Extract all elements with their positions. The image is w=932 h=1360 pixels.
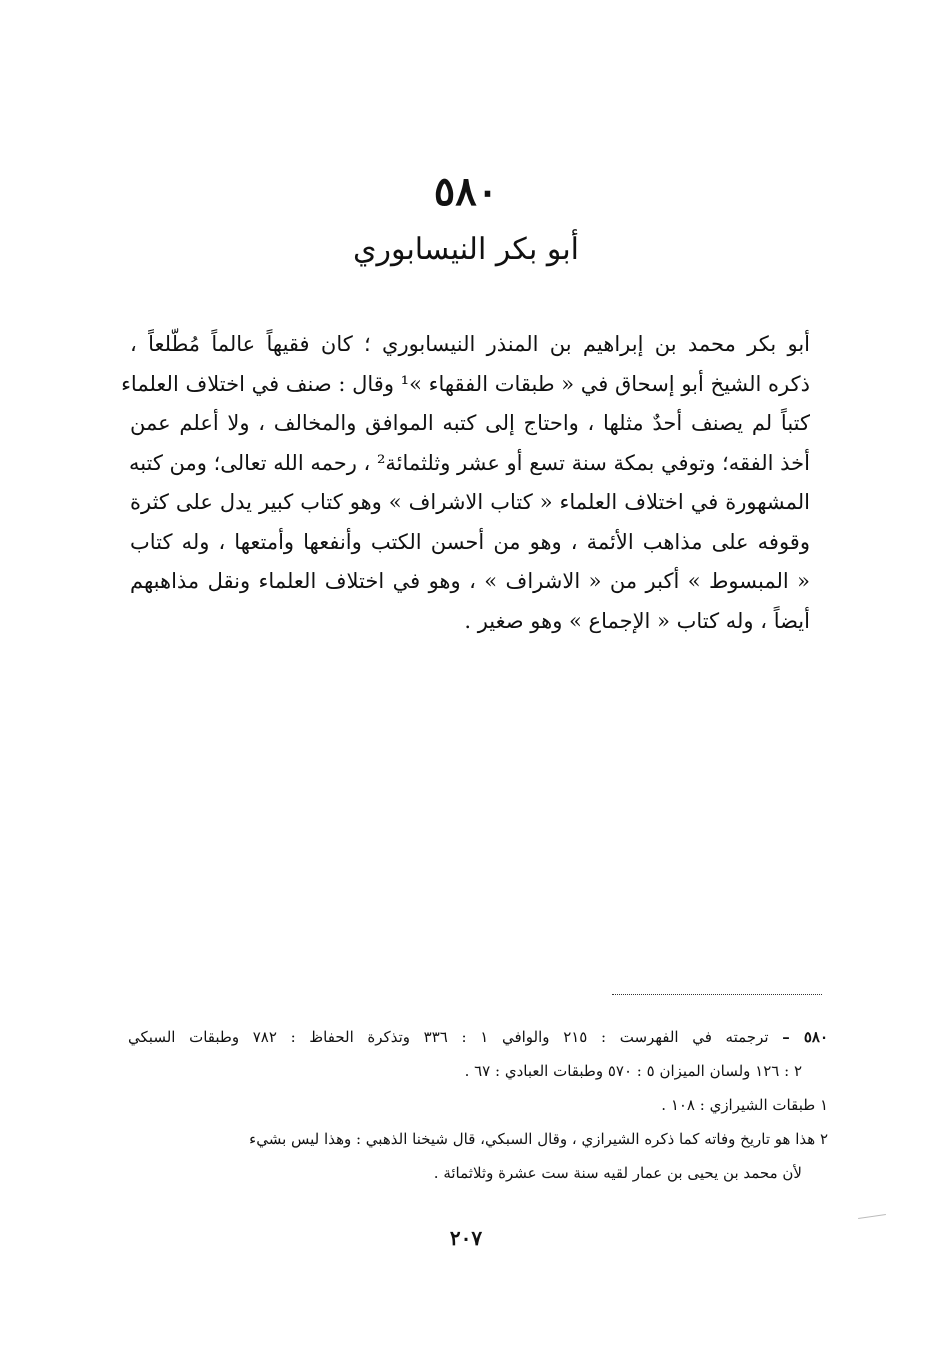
footnote-divider <box>612 994 822 995</box>
footnote-1: ١ طبقات الشيرازي : ١٠٨ . <box>661 1096 828 1114</box>
footnote-main-text: ترجمته في الفهرست : ٢١٥ والوافي ١ : ٣٣٦ وتذكرة الحفاظ : ٧٨٢ وطبقات السبكي <box>128 1028 769 1046</box>
entry-title: أبو بكر النيسابوري <box>352 232 580 267</box>
body-line: المشهورة في اختلاف العلماء « كتاب الاشراف » وهو كتاب كبير يدل على كثرة <box>130 490 810 514</box>
entry-number: ٥٨٠ <box>433 168 499 215</box>
body-line: أيضاً ، وله كتاب « الإجماع » وهو صغير . <box>464 608 810 633</box>
body-line: أبو بكر محمد بن إبراهيم بن المنذر النيسابوري ؛ كان فقيهاً عالماً مُطّلعاً ، <box>130 332 810 356</box>
page-number: ٢٠٧ <box>449 1226 483 1250</box>
footnote-2: ٢ هذا هو تاريخ وفاته كما ذكره الشيرازي ، وقال السبكي، قال شيخنا الذهبي : وهذا ليس بشيء <box>249 1130 828 1148</box>
body-line: ذكره الشيخ أبو إسحاق في « طبقات الفقهاء »¹ وقال : صنف في اختلاف العلماء <box>121 371 810 396</box>
footnote-main <box>128 1020 828 1054</box>
footnote-entry-number: ٥٨٠ – <box>782 1028 828 1046</box>
body-line: وقوفه على مذاهب الأئمة ، وهو من أحسن الكتب وأنفعها وأمتعها ، وله كتاب <box>130 529 810 554</box>
footnotes <box>128 1020 828 1190</box>
body-line: كتباً لم يصنف أحدٌ مثلها ، واحتاج إلى كتبه الموافق والمخالف ، ولا أعلم عمن <box>130 411 810 435</box>
body-line: « المبسوط » أكبر من « الاشراف » ، وهو في اختلاف العلماء ونقل مذاهبهم <box>130 569 810 593</box>
footnote-2-continued: لأن محمد بن يحيى بن عمار لقيه سنة ست عشرة وثلاثمائة . <box>433 1164 802 1182</box>
biography-text <box>121 325 810 641</box>
footnote-main-continued: ٢ : ١٢٦ ولسان الميزان ٥ : ٥٧٠ وطبقات العبادي : ٦٧ . <box>464 1062 802 1080</box>
margin-mark <box>858 1214 886 1219</box>
body-line: أخذ الفقه؛ وتوفي بمكة سنة تسع أو عشر وثلثمائة² ، رحمه الله تعالى؛ ومن كتبه <box>128 450 810 475</box>
